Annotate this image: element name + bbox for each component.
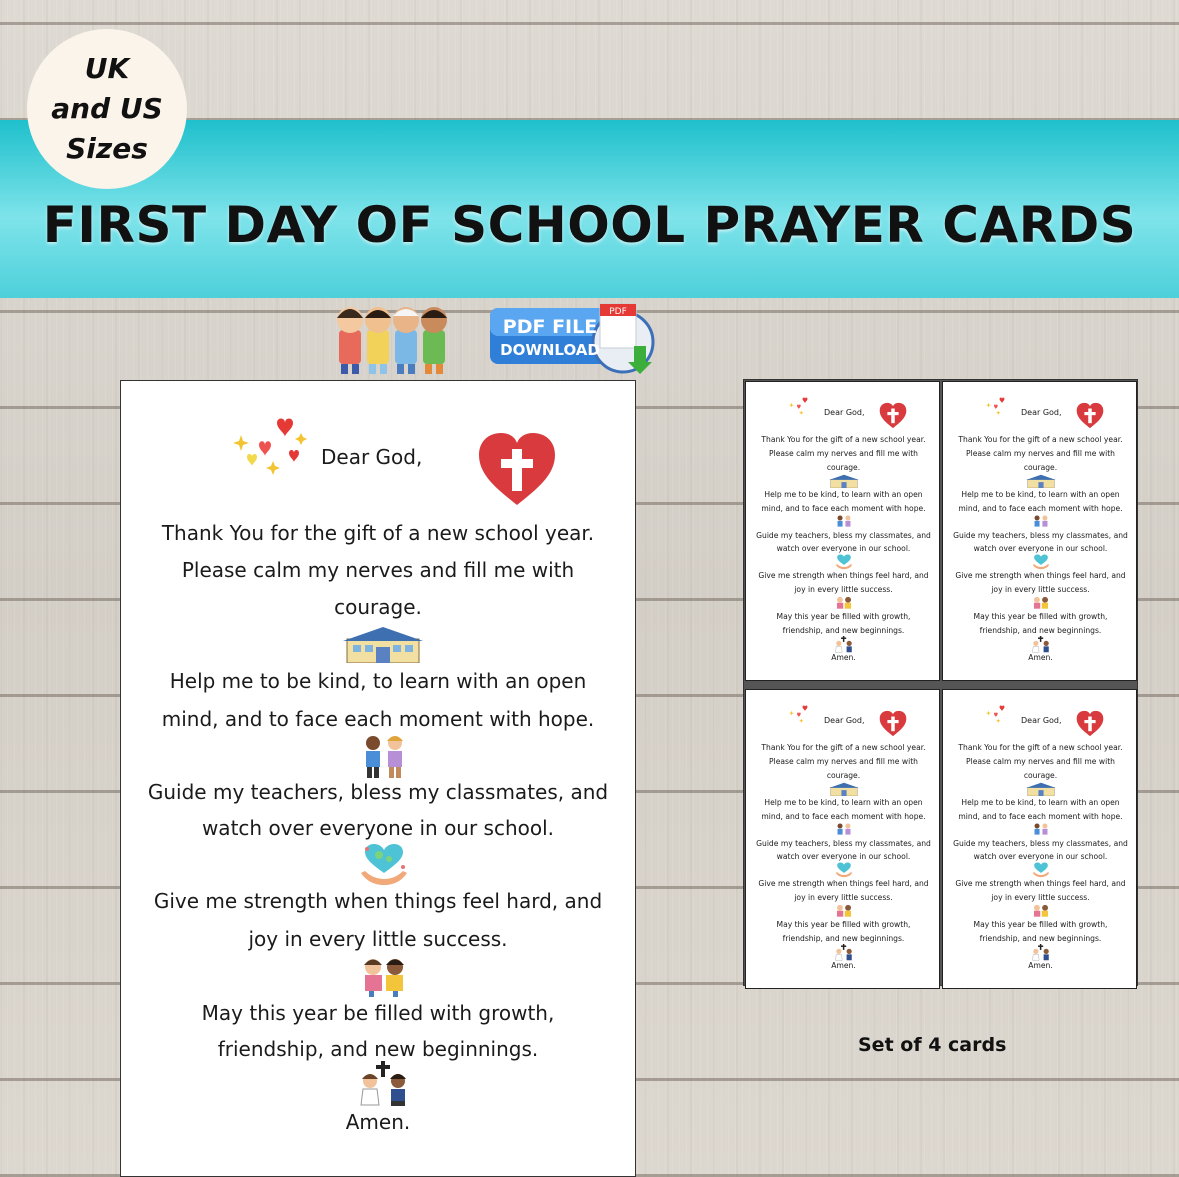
- card-line-11: friendship, and new beginnings.: [979, 626, 1102, 635]
- card-line-6: Guide my teachers, bless my classmates, and: [756, 531, 931, 540]
- card-line-1: Thank You for the gift of a new school year.: [761, 743, 926, 752]
- card-line-4: Help me to be kind, to learn with an open: [764, 798, 923, 807]
- school-icon: [829, 782, 859, 796]
- globe-hands-icon: [359, 843, 409, 887]
- hugging-kids-icon: [357, 957, 411, 997]
- heart-cross-icon: [477, 431, 557, 507]
- badge-line-1: UK: [84, 52, 130, 85]
- card-line-10: May this year be filled with growth,: [973, 612, 1108, 621]
- card-line-4: Help me to be kind, to learn with an open: [764, 490, 923, 499]
- card-greeting: Dear God,: [321, 445, 423, 469]
- card-line-5: mind, and to face each moment with hope.: [761, 812, 926, 821]
- card-closing: Amen.: [345, 1110, 411, 1134]
- children-icon: [835, 515, 853, 531]
- card-line-8: Give me strength when things feel hard, and: [955, 571, 1126, 580]
- card-line-11: friendship, and new beginnings.: [782, 934, 905, 943]
- card-line-1: Thank You for the gift of a new school year.: [958, 743, 1123, 752]
- card-line-5: mind, and to face each moment with hope.: [761, 504, 926, 513]
- card-line-7: watch over everyone in our school.: [973, 852, 1108, 861]
- hugging-kids-icon: [834, 904, 854, 919]
- card-line-11: friendship, and new beginnings.: [782, 626, 905, 635]
- card-line-1: Thank You for the gift of a new school year.: [161, 521, 595, 545]
- heart-cross-icon: [1076, 402, 1104, 429]
- pdf-label-1: PDF FILE: [502, 316, 598, 338]
- card-line-8: Give me strength when things feel hard, and: [758, 571, 929, 580]
- card-line-8: Give me strength when things feel hard, and: [758, 879, 929, 888]
- card-line-11: friendship, and new beginnings.: [979, 934, 1102, 943]
- card-line-9: joy in every little success.: [991, 585, 1090, 594]
- card-line-9: joy in every little success.: [991, 893, 1090, 902]
- praying-kids-icon: [834, 636, 854, 653]
- hugging-kids-icon: [1031, 596, 1051, 611]
- school-icon: [1026, 782, 1056, 796]
- praying-kids-icon: [357, 1061, 411, 1107]
- card-line-10: May this year be filled with growth,: [973, 920, 1108, 929]
- children-icon: [835, 823, 853, 839]
- card-line-9: joy in every little success.: [794, 585, 893, 594]
- kids-group-icon: [333, 300, 458, 376]
- page-title: FIRST DAY OF SCHOOL PRAYER CARDS: [42, 196, 1137, 254]
- card-line-10: May this year be filled with growth,: [776, 920, 911, 929]
- card-greeting: Dear God,: [1021, 716, 1062, 725]
- card-line-10: May this year be filled with growth,: [201, 1001, 555, 1025]
- pdf-doc-label: PDF: [609, 307, 627, 317]
- card-line-9: joy in every little success.: [794, 893, 893, 902]
- card-line-10: May this year be filled with growth,: [776, 612, 911, 621]
- card-line-5: mind, and to face each moment with hope.: [958, 812, 1123, 821]
- card-line-6: Guide my teachers, bless my classmates, and: [756, 839, 931, 848]
- badge-line-2: and US: [51, 92, 163, 125]
- card-closing: Amen.: [831, 961, 856, 970]
- card-line-7: watch over everyone in our school.: [201, 816, 555, 840]
- card-greeting: Dear God,: [1021, 408, 1062, 417]
- children-icon: [359, 735, 409, 779]
- pdf-label-2: DOWNLOAD: [500, 341, 600, 359]
- praying-kids-icon: [1031, 636, 1051, 653]
- card-line-2: Please calm my nerves and fill me with: [769, 449, 918, 458]
- children-icon: [1032, 823, 1050, 839]
- sparkle-hearts-icon: [986, 396, 1010, 416]
- sparkle-hearts-icon: [986, 704, 1010, 724]
- card-line-7: watch over everyone in our school.: [973, 544, 1108, 553]
- card-line-5: mind, and to face each moment with hope.: [958, 504, 1123, 513]
- card-line-6: Guide my teachers, bless my classmates, and: [953, 839, 1128, 848]
- card-line-2: Please calm my nerves and fill me with: [181, 558, 575, 582]
- card-line-4: Help me to be kind, to learn with an open: [961, 798, 1120, 807]
- card-line-4: Help me to be kind, to learn with an open: [961, 490, 1120, 499]
- card-closing: Amen.: [1028, 961, 1053, 970]
- globe-hands-icon: [835, 862, 853, 878]
- card-line-1: Thank You for the gift of a new school year.: [761, 435, 926, 444]
- children-icon: [1032, 515, 1050, 531]
- prayer-card-large: [120, 380, 636, 1177]
- card-line-2: Please calm my nerves and fill me with: [769, 757, 918, 766]
- card-line-3: courage.: [826, 463, 861, 472]
- card-greeting: Dear God,: [824, 716, 865, 725]
- card-greeting: Dear God,: [824, 408, 865, 417]
- card-line-5: mind, and to face each moment with hope.: [161, 707, 595, 731]
- card-line-6: Guide my teachers, bless my classmates, and: [953, 531, 1128, 540]
- card-closing: Amen.: [1028, 653, 1053, 662]
- card-line-2: Please calm my nerves and fill me with: [966, 449, 1115, 458]
- prayer-card-small: [942, 689, 1137, 989]
- globe-hands-icon: [835, 554, 853, 570]
- prayer-card-small: [942, 381, 1137, 681]
- sparkle-hearts-icon: [789, 704, 813, 724]
- card-line-8: Give me strength when things feel hard, and: [153, 889, 603, 913]
- card-line-4: Help me to be kind, to learn with an open: [169, 669, 587, 693]
- size-badge: [27, 29, 187, 189]
- card-line-11: friendship, and new beginnings.: [217, 1037, 539, 1061]
- globe-hands-icon: [1032, 554, 1050, 570]
- card-line-9: joy in every little success.: [248, 927, 508, 951]
- card-line-2: Please calm my nerves and fill me with: [966, 757, 1115, 766]
- card-line-3: courage.: [334, 595, 422, 619]
- pdf-download-icon: [488, 300, 660, 376]
- set-caption: Set of 4 cards: [858, 1034, 1007, 1056]
- school-icon: [1026, 474, 1056, 488]
- badge-line-3: Sizes: [66, 132, 148, 165]
- heart-cross-icon: [879, 710, 907, 737]
- prayer-card-small: [745, 381, 940, 681]
- heart-cross-icon: [879, 402, 907, 429]
- school-icon: [829, 474, 859, 488]
- card-line-8: Give me strength when things feel hard, and: [955, 879, 1126, 888]
- sparkle-hearts-icon: [789, 396, 813, 416]
- card-line-7: watch over everyone in our school.: [776, 852, 911, 861]
- card-line-3: courage.: [1023, 771, 1058, 780]
- hugging-kids-icon: [834, 596, 854, 611]
- school-icon: [343, 625, 423, 663]
- praying-kids-icon: [834, 944, 854, 961]
- card-line-7: watch over everyone in our school.: [776, 544, 911, 553]
- sparkle-hearts-icon: [233, 415, 311, 477]
- card-line-1: Thank You for the gift of a new school year.: [958, 435, 1123, 444]
- globe-hands-icon: [1032, 862, 1050, 878]
- card-closing: Amen.: [831, 653, 856, 662]
- heart-cross-icon: [1076, 710, 1104, 737]
- hugging-kids-icon: [1031, 904, 1051, 919]
- card-line-3: courage.: [826, 771, 861, 780]
- card-line-3: courage.: [1023, 463, 1058, 472]
- card-line-6: Guide my teachers, bless my classmates, and: [147, 780, 609, 804]
- prayer-card-small: [745, 689, 940, 989]
- praying-kids-icon: [1031, 944, 1051, 961]
